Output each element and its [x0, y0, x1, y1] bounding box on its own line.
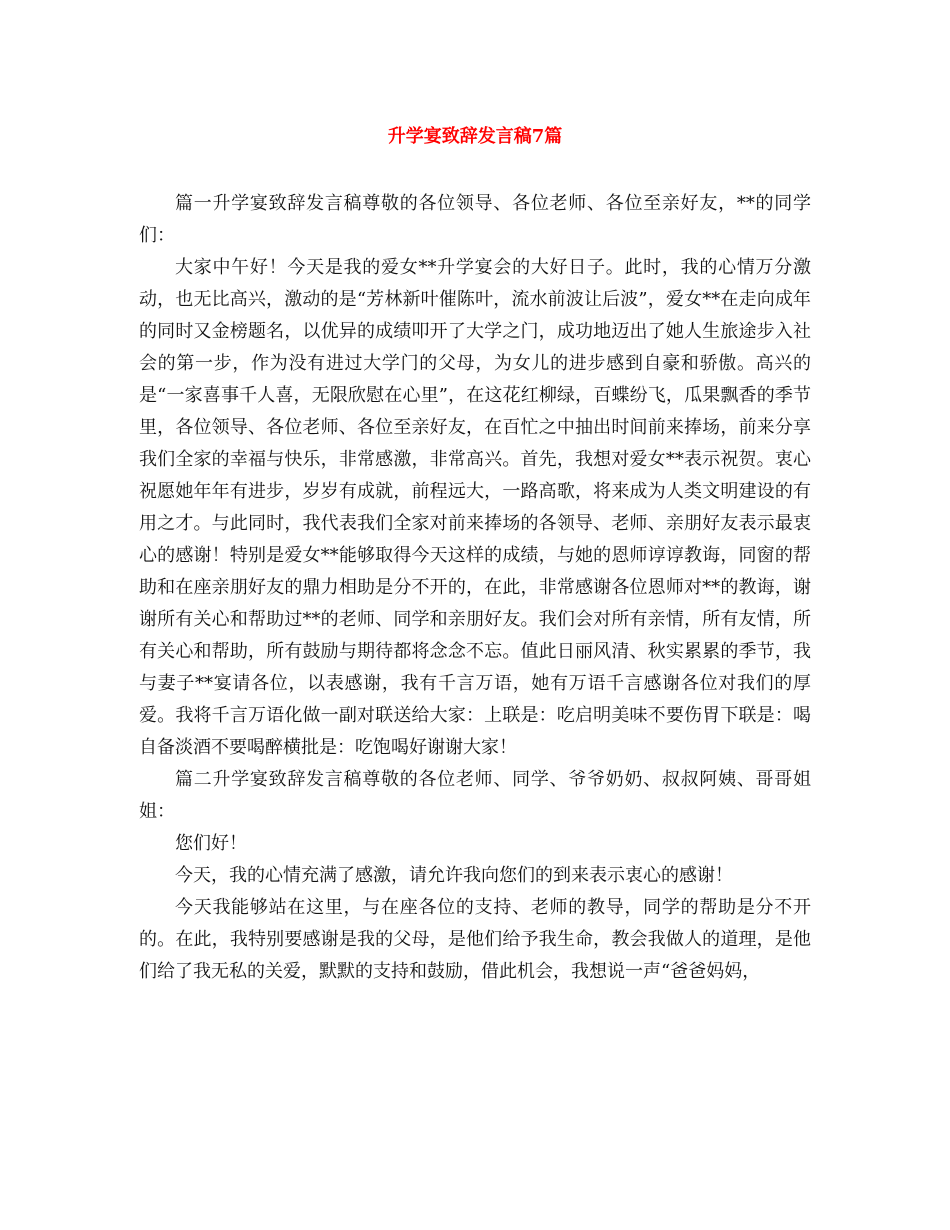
document-body: [139, 188, 811, 988]
paragraph-1: 篇一升学宴致辞发言稿尊敬的各位领导、各位老师、各位至亲好友，**的同学们：: [139, 193, 811, 246]
paragraph-2: 大家中午好！今天是我的爱女**升学宴会的大好日子。此时，我的心情万分激动，也无比高兴，激动的是“芳林新叶催陈叶，流水前波让后波”，爱女**在走向成年的同时又金榜题名，以优异的成绩叩开了大学之门，成功地迈出了她人生旅途步入社会的第一步，作为没有进过大学门的父母，为女儿的进步感到自豪和骄傲。高兴的是“一家喜事千人喜，无限欣慰在心里”，在这花红柳绿，百蝶纷飞，瓜果飘香的季节里，各位领导、各位老师、各位至亲好友，在百忙之中抽出时间前来捧场，前来分享我们全家的幸福与快乐，非常感激，非常高兴。首先，我想对爱女**表示祝贺。衷心祝愿她年年有进步，岁岁有成就，前程远大，一路高歌，将来成为人类文明建设的有用之才。与此同时，我代表我们全家对前来捧场的各领导、老师、亲朋好友表示最衷心的感谢！特别是爱女**能够取得今天这样的成绩，与她的恩师谆谆教诲，同窗的帮助和在座亲朋好友的鼎力相助是分不开的，在此，非常感谢各位恩师对**的教诲，谢谢所有关心和帮助过**的老师、同学和亲朋好友。我们会对所有亲情，所有友情，所有关心和帮助，所有鼓励与期待都将念念不忘。值此日丽风清、秋实累累的季节，我与妻子**宴请各位，以表感谢，我有千言万语，她有万语千言感谢各位对我们的厚爱。我将千言万语化做一副对联送给大家：上联是：吃启明美味不要伤胃下联是：喝自备淡酒不要喝醉横批是：吃饱喝好谢谢大家！: [139, 257, 811, 758]
paragraph-5: 今天，我的心情充满了感激，请允许我向您们的到来表示衷心的感谢！: [175, 865, 733, 886]
document-title: 升学宴致辞发言稿7篇: [387, 126, 563, 147]
paragraph-4: 您们好！: [175, 833, 247, 854]
paragraph-3: 篇二升学宴致辞发言稿尊敬的各位老师、同学、爷爷奶奶、叔叔阿姨、哥哥姐姐：: [139, 769, 811, 822]
paragraph-6: 今天我能够站在这里，与在座各位的支持、老师的教导，同学的帮助是分不开的。在此，我特别要感谢是我的父母，是他们给予我生命，教会我做人的道理，是他们给了我无私的关爱，默默的支持和鼓励，借此机会，我想说一声“爸爸妈妈，: [139, 897, 811, 982]
